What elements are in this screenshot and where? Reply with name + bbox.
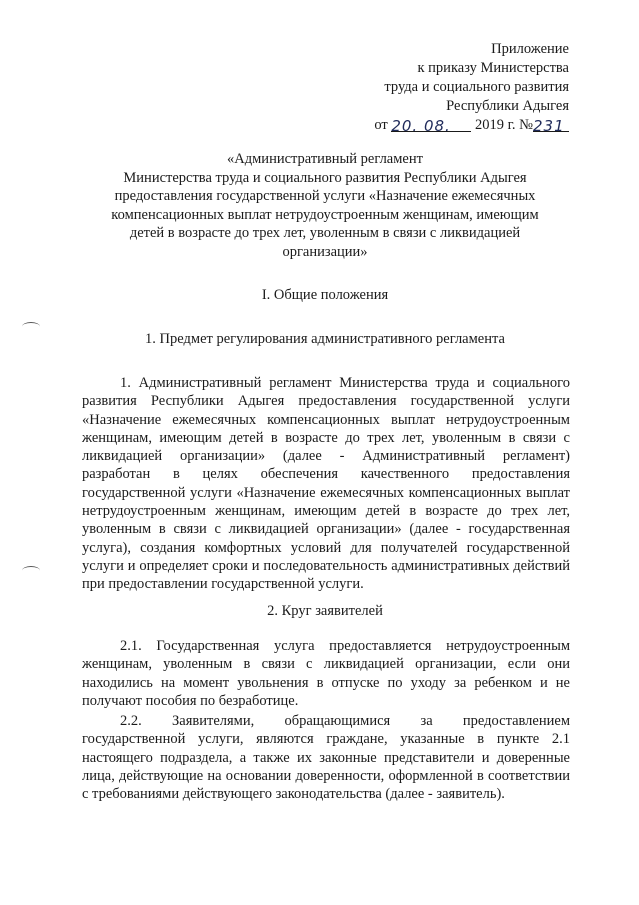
- hole-punch-mark: [22, 322, 40, 331]
- order-date: 20. 08.: [391, 117, 451, 135]
- paragraph-2-1: 2.1. Государственная услуга предоставляется нетрудоустроенным женщинам, уволенным в связи с ликвидацией организации, если они находились на момент увольнения в отпуске по уходу за ребенком и не получают пособия по безработице.: [82, 638, 570, 709]
- title-line-4: компенсационных выплат нетрудоустроенным женщинам, имеющим: [111, 206, 539, 223]
- title-line-5: детей в возрасте до трех лет, уволенным в связи с ликвидацией: [129, 225, 521, 241]
- order-date-field: [391, 117, 471, 135]
- order-year: 2019 г. №: [474, 117, 533, 133]
- title-line-2: Министерства труда и социального развития Республики Адыгея: [123, 169, 527, 186]
- appendix-block: [374, 40, 569, 135]
- subsection-heading-applicants: 2. Круг заявителей: [267, 603, 383, 619]
- appendix-line-4: Республики Адыгея: [446, 98, 569, 114]
- order-prefix: от: [374, 117, 388, 133]
- paragraph-2-2: 2.2. Заявителями, обращающимися за предоставлением государственной услуги, являются граждане, указанные в пункте 2.1 настоящего подраздела, а также их законные представители и доверенные лица, действующие на основании доверенности, оформленной в соответствии с требованиями действующего законодательства (далее - заявитель).: [82, 713, 570, 803]
- regulation-title: [90, 150, 560, 261]
- appendix-line-3: труда и социального развития: [384, 79, 569, 95]
- subsection-heading-subject: 1. Предмет регулирования административного регламента: [145, 331, 505, 347]
- hole-punch-mark: [22, 566, 40, 575]
- appendix-line-1: Приложение: [491, 41, 569, 57]
- order-line: [374, 116, 569, 135]
- title-line-3: предоставления государственной услуги «Назначение ежемесячных: [114, 188, 536, 204]
- order-number: 231: [533, 117, 565, 135]
- order-number-field: [533, 117, 569, 135]
- title-line-6: организации»: [282, 243, 368, 260]
- title-line-1: «Административный регламент: [227, 151, 423, 167]
- section-heading: I. Общие положения: [261, 287, 389, 303]
- paragraph-1: 1. Административный регламент Министерства труда и социального развития Республики Адыгея предоставления государственной услуги «Назначение ежемесячных компенсационных выплат нетрудоустроенным женщинам, имеющим детей в возрасте до трех лет, уволенным в связи с ликвидацией организации» (далее - Административный регламент) разработан в целях обеспечения качественного предоставления государственной услуги «Назначение ежемесячных компенсационных выплат нетрудоустроенным женщинам, имеющим детей в возрасте до трех лет, уволенным в связи с ликвидацией организации» (далее - государственная услуга), создания комфортных условий для получателей государственной услуги и определяет сроки и последовательность административных действий при предоставлении государственной услуги.: [82, 375, 570, 593]
- appendix-line-2: к приказу Министерства: [417, 60, 569, 76]
